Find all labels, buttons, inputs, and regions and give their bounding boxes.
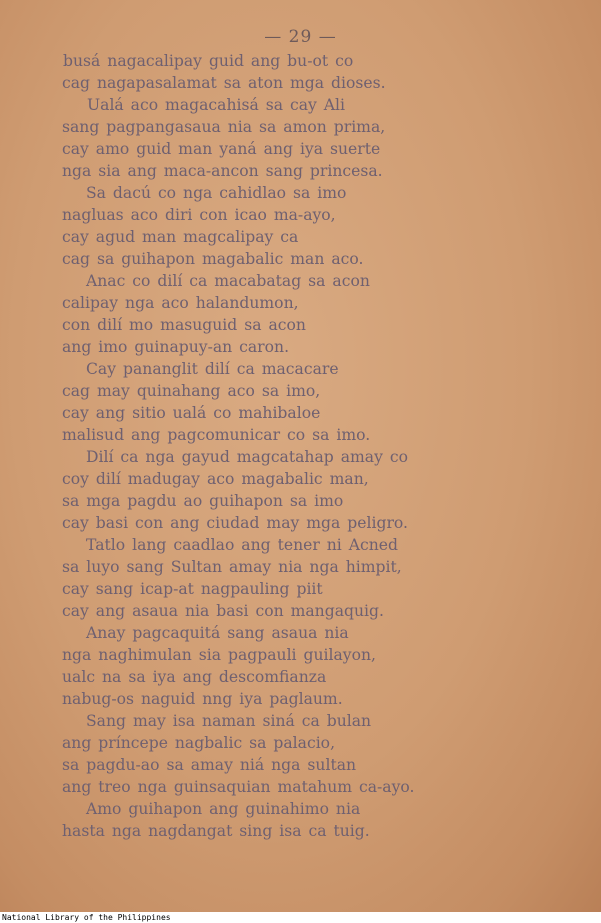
text-line: ang treo nga guinsaquian matahum ca-ayo.	[62, 778, 415, 796]
text-line: calipay nga aco halandumon,	[62, 294, 299, 312]
text-line: coy dilí madugay aco magabalic man,	[62, 470, 369, 488]
text-line: malisud ang pagcomunicar co sa imo.	[62, 426, 371, 444]
text-line: Amo guihapon ang guinahimo nia	[86, 800, 361, 818]
text-line: Anay pagcaquitá sang asaua nia	[86, 624, 349, 642]
text-line: Anac co dilí ca macabatag sa acon	[86, 272, 370, 290]
text-line: Dilí ca nga gayud magcatahap amay co	[86, 448, 408, 466]
text-line: cag may quinahang aco sa imo,	[62, 382, 321, 400]
text-line: nabug-os naguid nng iya paglaum.	[62, 690, 343, 708]
text-line: Sang may isa naman siná ca bulan	[86, 712, 372, 730]
text-line: Ualá aco magacahisá sa cay Ali	[87, 96, 346, 114]
text-line: cay amo guid man yaná ang iya suerte	[62, 140, 381, 158]
text-line: sang pagpangasaua nia sa amon prima,	[62, 118, 386, 136]
text-line: Sa dacú co nga cahidlao sa imo	[86, 184, 347, 202]
text-line: cay ang asaua nia basi con mangaquig.	[62, 602, 384, 620]
text-line: con dilí mo masuguid sa acon	[62, 316, 306, 334]
text-line: cay ang sitio ualá co mahibaloe	[62, 404, 321, 422]
text-line: Cay pananglit dilí ca macacare	[86, 360, 339, 378]
text-line: cay sang icap-at nagpauling piit	[62, 580, 323, 598]
text-line: cay agud man magcalipay ca	[62, 228, 299, 246]
text-line: nagluas aco diri con icao ma-ayo,	[62, 206, 336, 224]
text-line: hasta nga nagdangat sing isa ca tuig.	[62, 822, 370, 840]
text-line: cay basi con ang ciudad may mga peligro.	[62, 514, 408, 532]
text-line: ang príncepe nagbalic sa palacio,	[62, 734, 336, 752]
text-line: Tatlo lang caadlao ang tener ni Acned	[86, 536, 398, 554]
text-line: cag sa guihapon magabalic man aco.	[62, 250, 364, 268]
text-line: sa luyo sang Sultan amay nia nga himpit,	[62, 558, 402, 576]
library-credit: National Library of the Philippines	[2, 913, 171, 922]
text-line: sa mga pagdu ao guihapon sa imo	[62, 492, 344, 510]
text-line: cag nagapasalamat sa aton mga dioses.	[62, 74, 386, 92]
text-line: sa pagdu-ao sa amay niá nga sultan	[62, 756, 357, 774]
text-line: nga naghimulan sia pagpauli guilayon,	[62, 646, 376, 664]
text-line: ang imo guinapuy-an caron.	[62, 338, 290, 356]
text-line: nga sia ang maca-ancon sang princesa.	[62, 162, 383, 180]
page-number: — 29 —	[264, 27, 337, 47]
text-line: ualc na sa iya ang descomfianza	[62, 668, 327, 686]
text-line: busá nagacalipay guid ang bu-ot co	[63, 52, 354, 70]
